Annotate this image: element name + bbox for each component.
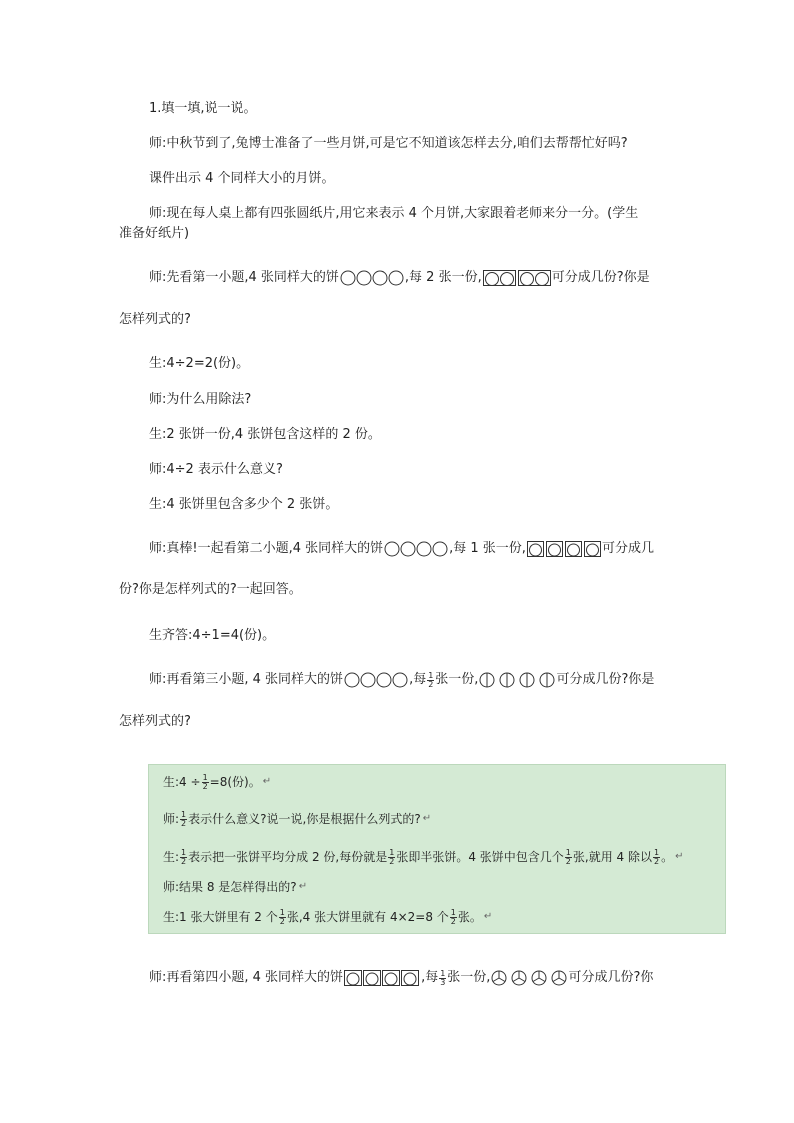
fraction-half: $\frac{1}{2}$ <box>202 772 208 791</box>
paragraph: 份?你是怎样列式的?一起回答。 <box>119 582 302 597</box>
exercise-title: 1.填一填,说一说。 <box>149 101 257 116</box>
highlight-box <box>148 764 726 934</box>
four-circles-icon <box>384 541 448 557</box>
fraction-half: $\frac{1}{2}$ <box>565 847 571 866</box>
box-line: 生: $\frac{1}{2}$ 表示把一张饼平均分成 2 份,每份就是 $\frac{1}{2}$ 张即半张饼。4 张饼中包含几个 $\frac{1}{2}$ 张,就用 4 除以 $\frac{1}{2}$ 。 ↵ <box>163 847 684 866</box>
paragraph: 课件出示 4 个同样大小的月饼。 <box>149 171 335 186</box>
paragraph: 生:4÷2=2(份)。 <box>149 356 250 371</box>
paragraph: 生齐答:4÷1=4(份)。 <box>149 628 276 643</box>
paragraph: 师:为什么用除法? <box>149 392 252 407</box>
box-line: 师: $\frac{1}{2}$ 表示什么意义?说一说,你是根据什么列式的? ↵ <box>163 809 432 828</box>
question-4-line: 师:再看第四小题, 4 张同样大的饼 ,每 $\frac{1}{3}$ 张一份, 可分成几份?你 <box>149 968 654 987</box>
paragraph: 准备好纸片) <box>119 226 190 241</box>
box-line: 生:4 ÷ $\frac{1}{2}$ =8(份)。 ↵ <box>163 772 272 791</box>
paragraph: 怎样列式的? <box>119 714 191 729</box>
fraction-half: $\frac{1}{2}$ <box>450 907 456 926</box>
boxed-circles-icon <box>344 970 420 986</box>
question-1-line: 师:先看第一小题,4 张同样大的饼 ,每 2 张一份, 可分成几份?你是 <box>149 270 650 285</box>
paragraph: 怎样列式的? <box>119 312 191 327</box>
question-3-line: 师:再看第三小题, 4 张同样大的饼 ,每 $\frac{1}{2}$ 张一份, 可分成几份?你是 <box>149 670 655 689</box>
fraction-half: $\frac{1}{2}$ <box>653 847 660 866</box>
question-2-line: 师:真棒!一起看第二小题,4 张同样大的饼 ,每 1 张一份, 可分成几 <box>149 541 654 556</box>
paragraph: 师:现在每人桌上都有四张圆纸片,用它来表示 4 个月饼,大家跟着老师来分一分。(学生 <box>149 206 639 221</box>
boxed-circles-icon <box>527 541 601 557</box>
four-circles-icon <box>344 672 408 688</box>
paragraph: 生:4 张饼里包含多少个 2 张饼。 <box>149 497 339 512</box>
fraction-half: $\frac{1}{2}$ <box>279 907 285 926</box>
fraction-half: $\frac{1}{2}$ <box>389 847 395 866</box>
paragraph: 生:2 张饼一份,4 张饼包含这样的 2 份。 <box>149 427 381 442</box>
thirded-circles-icon <box>491 970 567 986</box>
box-line: 师:结果 8 是怎样得出的? ↵ <box>163 880 308 894</box>
fraction-half: $\frac{1}{2}$ <box>181 847 187 866</box>
paragraph: 师:4÷2 表示什么意义? <box>149 462 283 477</box>
fraction-half: $\frac{1}{2}$ <box>181 809 187 828</box>
fraction-half: $\frac{1}{2}$ <box>428 670 434 689</box>
fraction-third: $\frac{1}{3}$ <box>440 968 446 987</box>
four-circles-icon <box>340 270 404 286</box>
paragraph: 师:中秋节到了,兔博士准备了一些月饼,可是它不知道该怎样去分,咱们去帮帮忙好吗? <box>149 136 628 151</box>
paired-circles-icon <box>483 270 551 286</box>
halved-circles-icon <box>479 672 555 688</box>
box-line: 生:1 张大饼里有 2 个 $\frac{1}{2}$ 张,4 张大饼里就有 4×2=8 个 $\frac{1}{2}$ 张。 ↵ <box>163 907 493 926</box>
